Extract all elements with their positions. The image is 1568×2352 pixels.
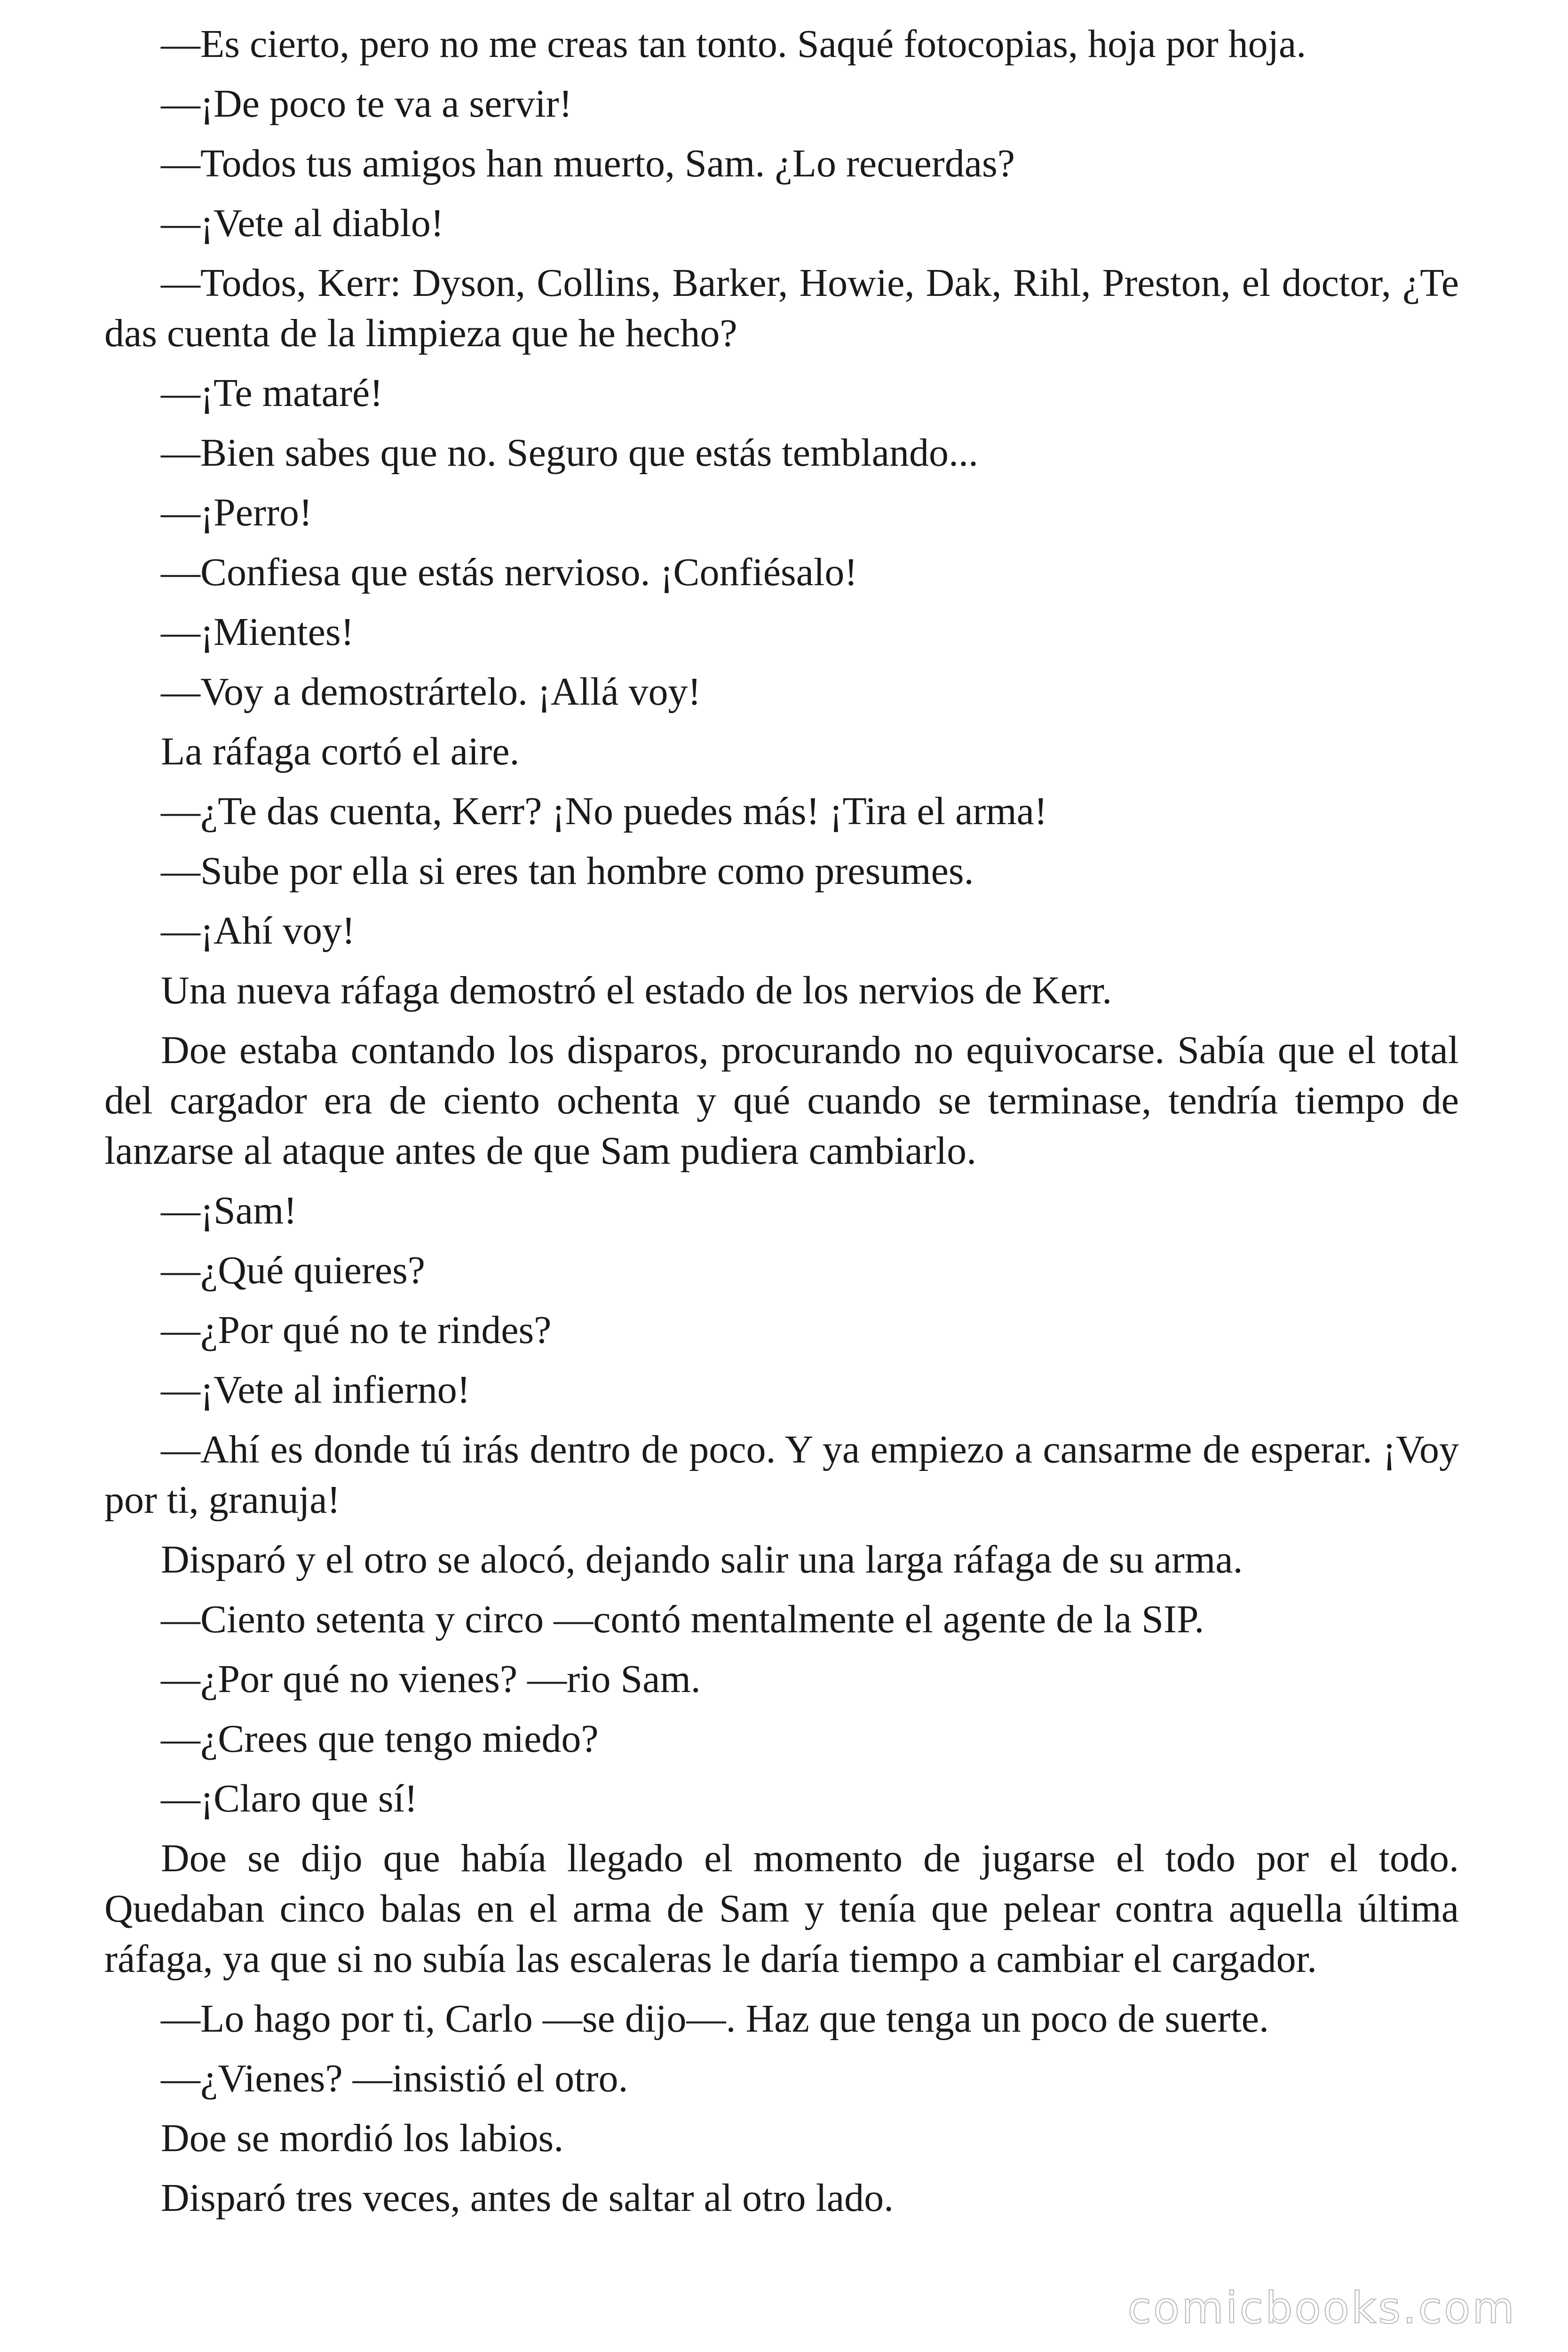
paragraph: Doe se dijo que había llegado el momento de jugarse el todo por el todo. Quedaban cinco balas en el arma de Sam y tenía que pelear contra aquella última ráfaga, ya que si no subía las escaleras le daría tiempo a cambiar el cargador. (104, 1836, 1459, 1981)
paragraph: Una nueva ráfaga demostró el estado de los nervios de Kerr. (161, 969, 1112, 1012)
paragraph: —Ahí es donde tú irás dentro de poco. Y ya empiezo a cansarme de esperar. ¡Voy por ti, granuja! (104, 1428, 1459, 1522)
paragraph: —Voy a demostrártelo. ¡Allá voy! (161, 670, 701, 714)
paragraph: —Es cierto, pero no me creas tan tonto. Saqué fotocopias, hoja por hoja. (161, 22, 1307, 66)
paragraph: Disparó tres veces, antes de saltar al otro lado. (161, 2176, 894, 2220)
page-body (104, 19, 1459, 2233)
paragraph: —Ciento setenta y circo —contó mentalmente el agente de la SIP. (161, 1597, 1204, 1641)
paragraph: —Todos tus amigos han muerto, Sam. ¿Lo recuerdas? (161, 142, 1015, 185)
paragraph: —¿Te das cuenta, Kerr? ¡No puedes más! ¡Tira el arma! (161, 789, 1047, 833)
paragraph: —Bien sabes que no. Seguro que estás temblando... (161, 431, 978, 475)
paragraph: —¡Ahí voy! (161, 909, 355, 953)
paragraph: —Todos, Kerr: Dyson, Collins, Barker, Howie, Dak, Rihl, Preston, el doctor, ¿Te das cuenta de la limpieza que he hecho? (104, 261, 1459, 355)
paragraph: —¡Sam! (161, 1189, 297, 1232)
watermark: comicbooks.com (1127, 2283, 1516, 2333)
paragraph: —Lo hago por ti, Carlo —se dijo—. Haz que tenga un poco de suerte. (161, 1997, 1269, 2041)
paragraph: —¡Vete al diablo! (161, 201, 444, 245)
paragraph: —¿Por qué no vienes? —rio Sam. (161, 1657, 701, 1701)
paragraph: —¿Crees que tengo miedo? (161, 1717, 599, 1761)
paragraph: Disparó y el otro se alocó, dejando salir una larga ráfaga de su arma. (161, 1538, 1243, 1581)
paragraph: —¿Vienes? —insistió el otro. (161, 2057, 628, 2100)
paragraph: Doe se mordió los labios. (161, 2116, 564, 2160)
paragraph: —¡Vete al infierno! (161, 1368, 470, 1412)
paragraph: —¿Por qué no te rindes? (161, 1308, 552, 1352)
paragraph: —¡Te mataré! (161, 371, 383, 415)
paragraph: —¡Claro que sí! (161, 1777, 418, 1820)
paragraph: Doe estaba contando los disparos, procurando no equivocarse. Sabía que el total del cargador era de ciento ochenta y qué cuando se terminase, tendría tiempo de lanzarse al ataque antes de que Sam pudiera cambiarlo. (104, 1028, 1459, 1173)
paragraph: —Sube por ella si eres tan hombre como presumes. (161, 849, 974, 893)
paragraph: —¡De poco te va a servir! (161, 82, 572, 126)
paragraph: —¿Qué quieres? (161, 1248, 426, 1292)
paragraph: La ráfaga cortó el aire. (161, 730, 520, 773)
paragraph: —¡Perro! (161, 491, 312, 534)
paragraph: —¡Mientes! (161, 610, 354, 654)
paragraph: —Confiesa que estás nervioso. ¡Confiésalo! (161, 550, 858, 594)
